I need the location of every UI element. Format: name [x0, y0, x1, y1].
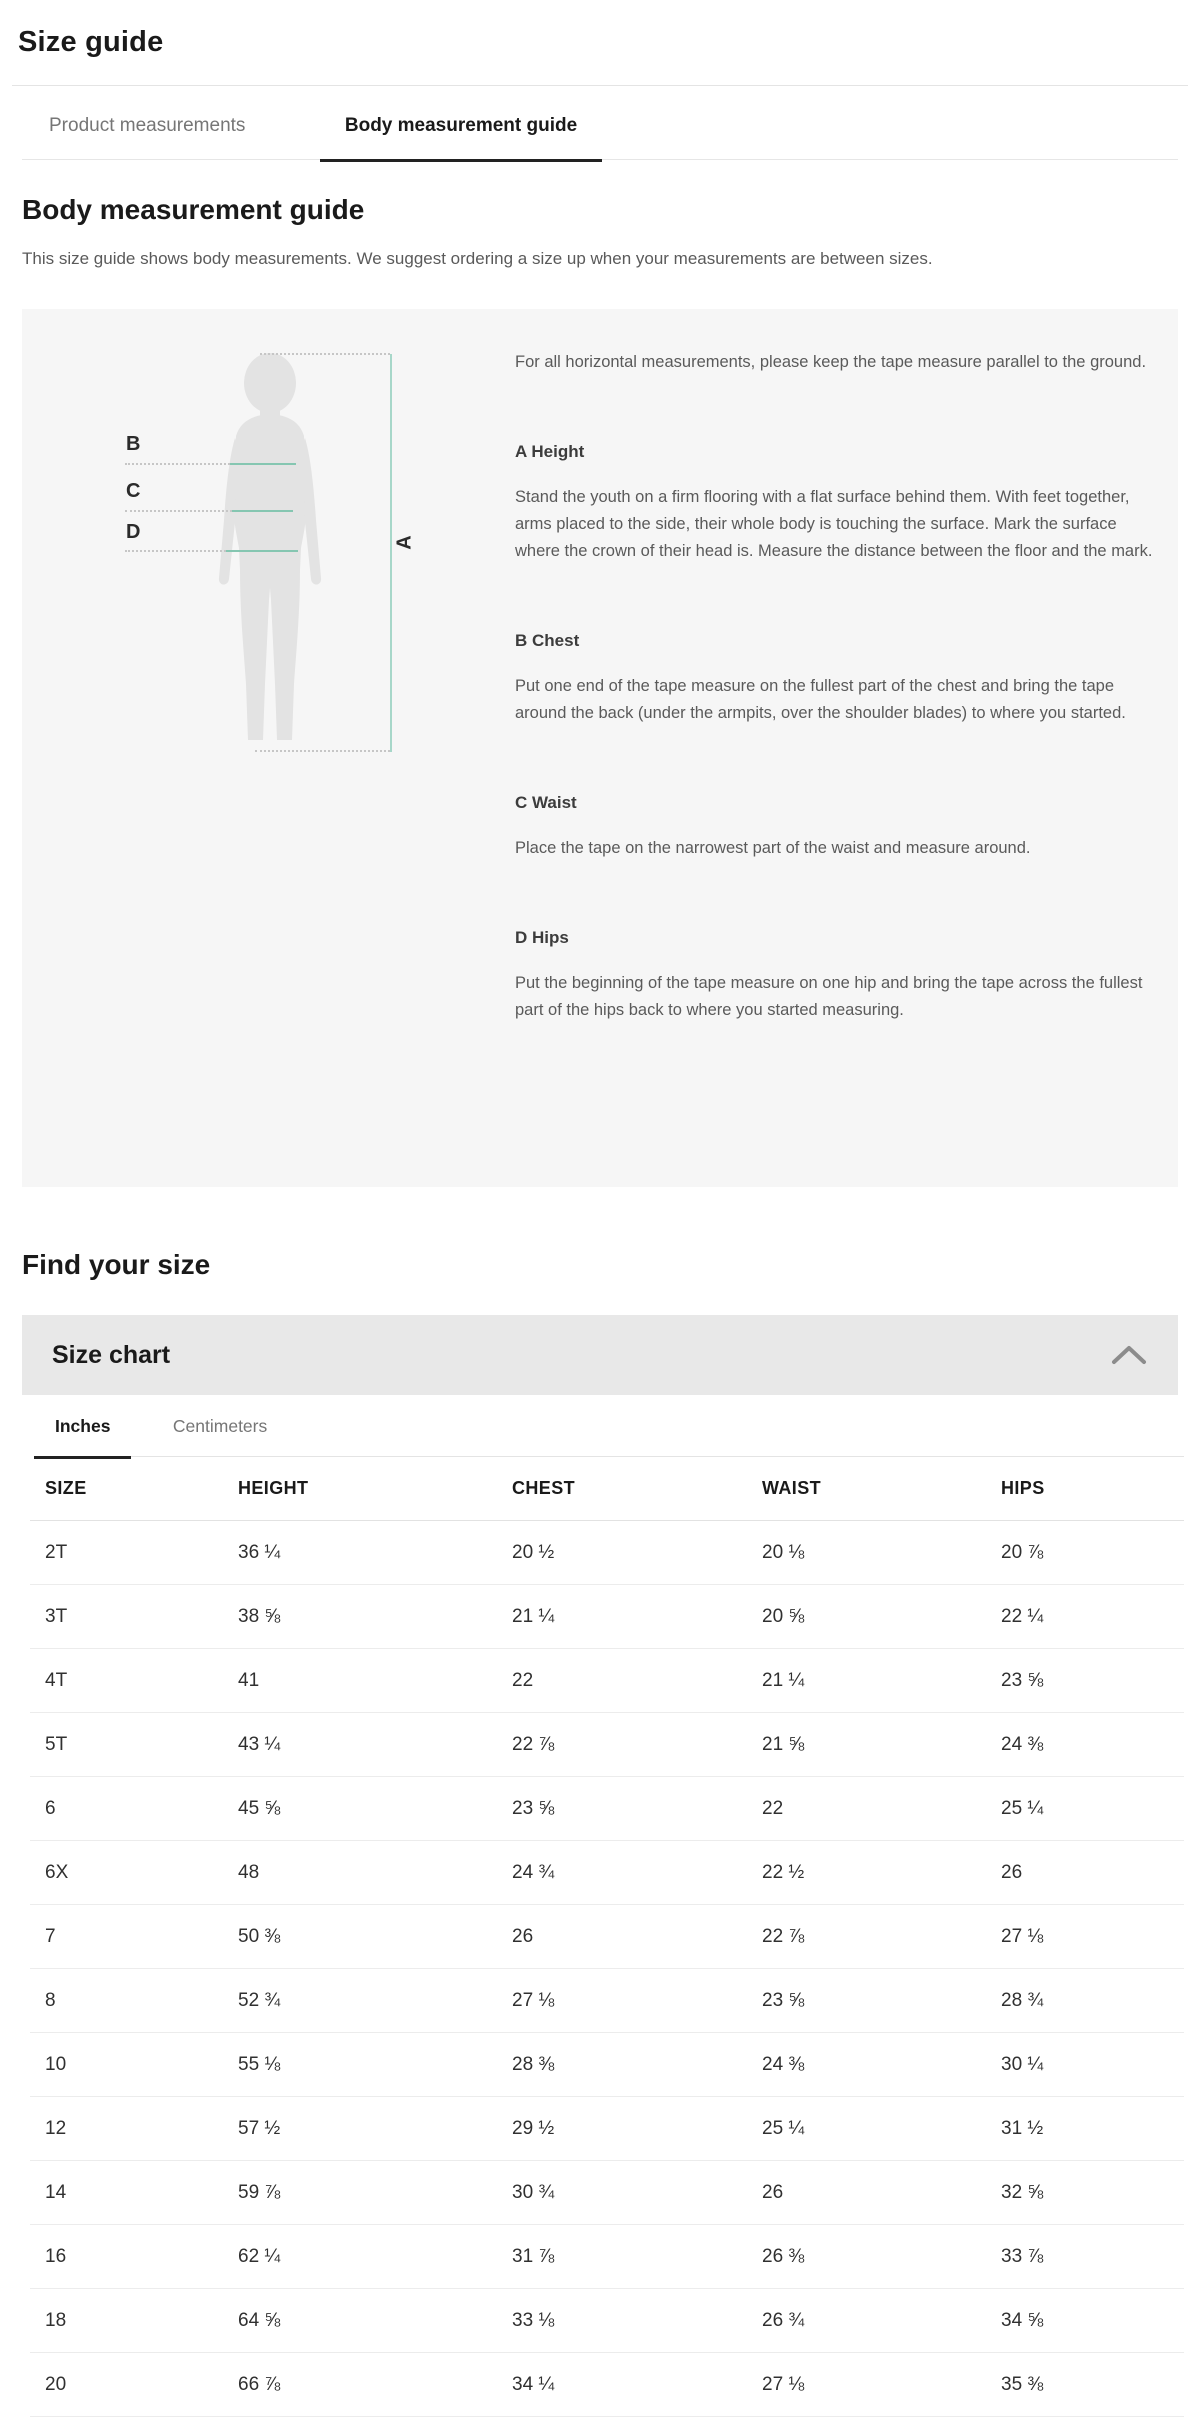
table-cell: 55 ⅛ — [238, 2053, 281, 2075]
unit-tabs — [34, 1395, 1184, 1457]
table-row — [30, 1649, 1184, 1713]
table-row — [30, 2033, 1184, 2097]
table-cell: 33 ⅛ — [512, 2309, 555, 2331]
table-row — [30, 1841, 1184, 1905]
hips-dash-line — [125, 550, 226, 552]
table-cell: 31 ½ — [1001, 2117, 1044, 2139]
table-cell: 27 ⅛ — [762, 2373, 805, 2395]
table-cell: 23 ⅝ — [512, 1797, 555, 1819]
table-cell: 23 ⅝ — [762, 1989, 805, 2011]
table-cell: 50 ⅜ — [238, 1925, 281, 1947]
table-cell: 26 — [512, 1925, 534, 1947]
label-a-height: A — [393, 535, 416, 550]
column-header: SIZE — [45, 1478, 87, 1498]
label-c-waist: C — [126, 480, 141, 502]
table-row — [30, 2289, 1184, 2353]
table-cell: 21 ⅝ — [762, 1733, 805, 1755]
label-b-chest: B — [126, 433, 141, 455]
table-cell: 30 ¾ — [512, 2181, 555, 2203]
table-cell: 20 ⅞ — [1001, 1541, 1044, 1563]
height-dash-bottom — [255, 750, 390, 752]
size-chart-toggle[interactable] — [22, 1315, 1178, 1395]
table-cell: 35 ⅜ — [1001, 2373, 1044, 2395]
size-table — [30, 1457, 1184, 2417]
table-cell: 36 ¼ — [238, 1541, 281, 1563]
column-header: WAIST — [762, 1478, 821, 1498]
waist-measure-line — [232, 510, 293, 512]
table-cell: 38 ⅝ — [238, 1605, 281, 1627]
table-cell: 66 ⅞ — [238, 2373, 281, 2395]
table-cell: 6X — [45, 1861, 69, 1883]
section-title: B Chest — [515, 631, 580, 650]
tab-centimeters[interactable]: Centimeters — [172, 1416, 268, 1436]
table-cell: 24 ⅜ — [762, 2053, 805, 2075]
table-cell: 33 ⅞ — [1001, 2245, 1044, 2267]
table-cell: 25 ¼ — [762, 2117, 805, 2139]
find-your-size-heading: Find your size — [22, 1249, 211, 1280]
hips-measure-line — [226, 550, 298, 552]
table-cell: 27 ⅛ — [512, 1989, 555, 2011]
column-header: HIPS — [1001, 1478, 1045, 1498]
chest-measure-line — [230, 463, 296, 465]
table-cell: 22 — [512, 1669, 534, 1691]
section-body: Put one end of the tape measure on the fullest part of the chest and bring the tape around the back (under the armpits, over the shoulder blades) to where you started. — [515, 677, 1126, 722]
table-cell: 5T — [45, 1733, 68, 1755]
section-title: D Hips — [515, 928, 569, 947]
table-cell: 12 — [45, 2117, 67, 2139]
table-cell: 24 ¾ — [512, 1861, 555, 1883]
table-cell: 28 ¾ — [1001, 1989, 1044, 2011]
table-cell: 26 — [762, 2181, 784, 2203]
table-cell: 24 ⅜ — [1001, 1733, 1044, 1755]
table-cell: 20 ⅛ — [762, 1541, 805, 1563]
table-cell: 3T — [45, 1605, 68, 1627]
table-row — [30, 1905, 1184, 1969]
tab-body-measurement-guide[interactable]: Body measurement guide — [320, 115, 602, 159]
child-silhouette — [208, 352, 333, 752]
table-cell: 34 ¼ — [512, 2373, 555, 2395]
table-row — [30, 2097, 1184, 2161]
body-diagram — [22, 309, 492, 1187]
measurement-instructions — [515, 349, 1155, 1024]
size-table-rows — [30, 1521, 1184, 2417]
table-cell: 45 ⅝ — [238, 1797, 281, 1819]
table-cell: 43 ¼ — [238, 1733, 281, 1755]
size-chart-title: Size chart — [52, 1340, 171, 1369]
table-cell: 29 ½ — [512, 2117, 555, 2139]
table-cell: 21 ¼ — [762, 1669, 805, 1691]
table-cell: 8 — [45, 1989, 56, 2011]
table-cell: 26 ¾ — [762, 2309, 805, 2331]
table-cell: 18 — [45, 2309, 67, 2331]
section-body: Place the tape on the narrowest part of the waist and measure around. — [515, 839, 1031, 857]
table-row — [30, 1713, 1184, 1777]
table-cell: 21 ¼ — [512, 1605, 555, 1627]
header-divider — [12, 85, 1188, 86]
table-cell: 14 — [45, 2181, 67, 2203]
section-title: C Waist — [515, 793, 577, 812]
column-header: CHEST — [512, 1478, 576, 1498]
section-body: Put the beginning of the tape measure on one hip and bring the tape across the fullest part of the hips back to where you started measuring. — [515, 974, 1143, 1019]
table-row — [30, 2161, 1184, 2225]
table-row — [30, 1777, 1184, 1841]
table-cell: 26 — [1001, 1861, 1023, 1883]
table-cell: 64 ⅝ — [238, 2309, 281, 2331]
label-d-hips: D — [126, 521, 141, 543]
table-cell: 32 ⅝ — [1001, 2181, 1044, 2203]
column-header: HEIGHT — [238, 1478, 309, 1498]
table-row — [30, 1521, 1184, 1585]
table-row — [30, 1969, 1184, 2033]
size-table-header — [30, 1457, 1184, 1521]
table-cell: 25 ¼ — [1001, 1797, 1044, 1819]
table-cell: 23 ⅝ — [1001, 1669, 1044, 1691]
table-cell: 26 ⅜ — [762, 2245, 805, 2267]
section-title: A Height — [515, 442, 585, 461]
table-cell: 22 ⅞ — [512, 1733, 555, 1755]
table-cell: 20 ⅝ — [762, 1605, 805, 1627]
height-dash-top — [260, 353, 390, 355]
section-body: Stand the youth on a firm flooring with a flat surface behind them. With feet together, arms placed to the side, their whole body is touching the surface. Mark the surface where the crown of their head is. Measure the distance between the floor and the mark. — [515, 488, 1153, 560]
table-cell: 31 ⅞ — [512, 2245, 555, 2267]
table-row — [30, 1585, 1184, 1649]
table-cell: 22 ¼ — [1001, 1605, 1044, 1627]
table-cell: 48 — [238, 1861, 260, 1883]
table-cell: 52 ¾ — [238, 1989, 281, 2011]
horizontal-measure-note: For all horizontal measurements, please keep the tape measure parallel to the ground. — [515, 353, 1147, 371]
page-title: Size guide — [18, 26, 164, 58]
table-row — [30, 2225, 1184, 2289]
table-cell: 2T — [45, 1541, 68, 1563]
chevron-up-icon — [1110, 1344, 1148, 1366]
table-cell: 62 ¼ — [238, 2245, 281, 2267]
chest-dash-line — [125, 463, 230, 465]
measurement-diagram-box — [22, 309, 1178, 1187]
table-cell: 10 — [45, 2053, 67, 2075]
table-cell: 7 — [45, 1925, 56, 1947]
main-tabs — [22, 115, 1178, 160]
guide-intro: This size guide shows body measurements. We suggest ordering a size up when your measurements are between sizes. — [22, 249, 933, 268]
table-cell: 57 ½ — [238, 2117, 281, 2139]
table-cell: 22 ⅞ — [762, 1925, 805, 1947]
table-cell: 4T — [45, 1669, 68, 1691]
table-cell: 59 ⅞ — [238, 2181, 281, 2203]
height-measure-line — [390, 354, 392, 752]
table-row — [30, 2353, 1184, 2417]
table-cell: 28 ⅜ — [512, 2053, 555, 2075]
table-cell: 41 — [238, 1669, 260, 1691]
table-cell: 30 ¼ — [1001, 2053, 1044, 2075]
tab-inches[interactable]: Inches — [34, 1416, 131, 1456]
table-cell: 6 — [45, 1797, 56, 1819]
table-cell: 22 ½ — [762, 1861, 805, 1883]
measurement-sections — [515, 442, 1155, 1024]
guide-heading: Body measurement guide — [22, 194, 365, 225]
waist-dash-line — [125, 510, 232, 512]
table-cell: 27 ⅛ — [1001, 1925, 1044, 1947]
table-cell: 20 — [45, 2373, 67, 2395]
table-cell: 20 ½ — [512, 1541, 555, 1563]
table-cell: 22 — [762, 1797, 784, 1819]
table-cell: 34 ⅝ — [1001, 2309, 1044, 2331]
tab-product-measurements[interactable]: Product measurements — [49, 115, 246, 136]
table-cell: 16 — [45, 2245, 67, 2267]
